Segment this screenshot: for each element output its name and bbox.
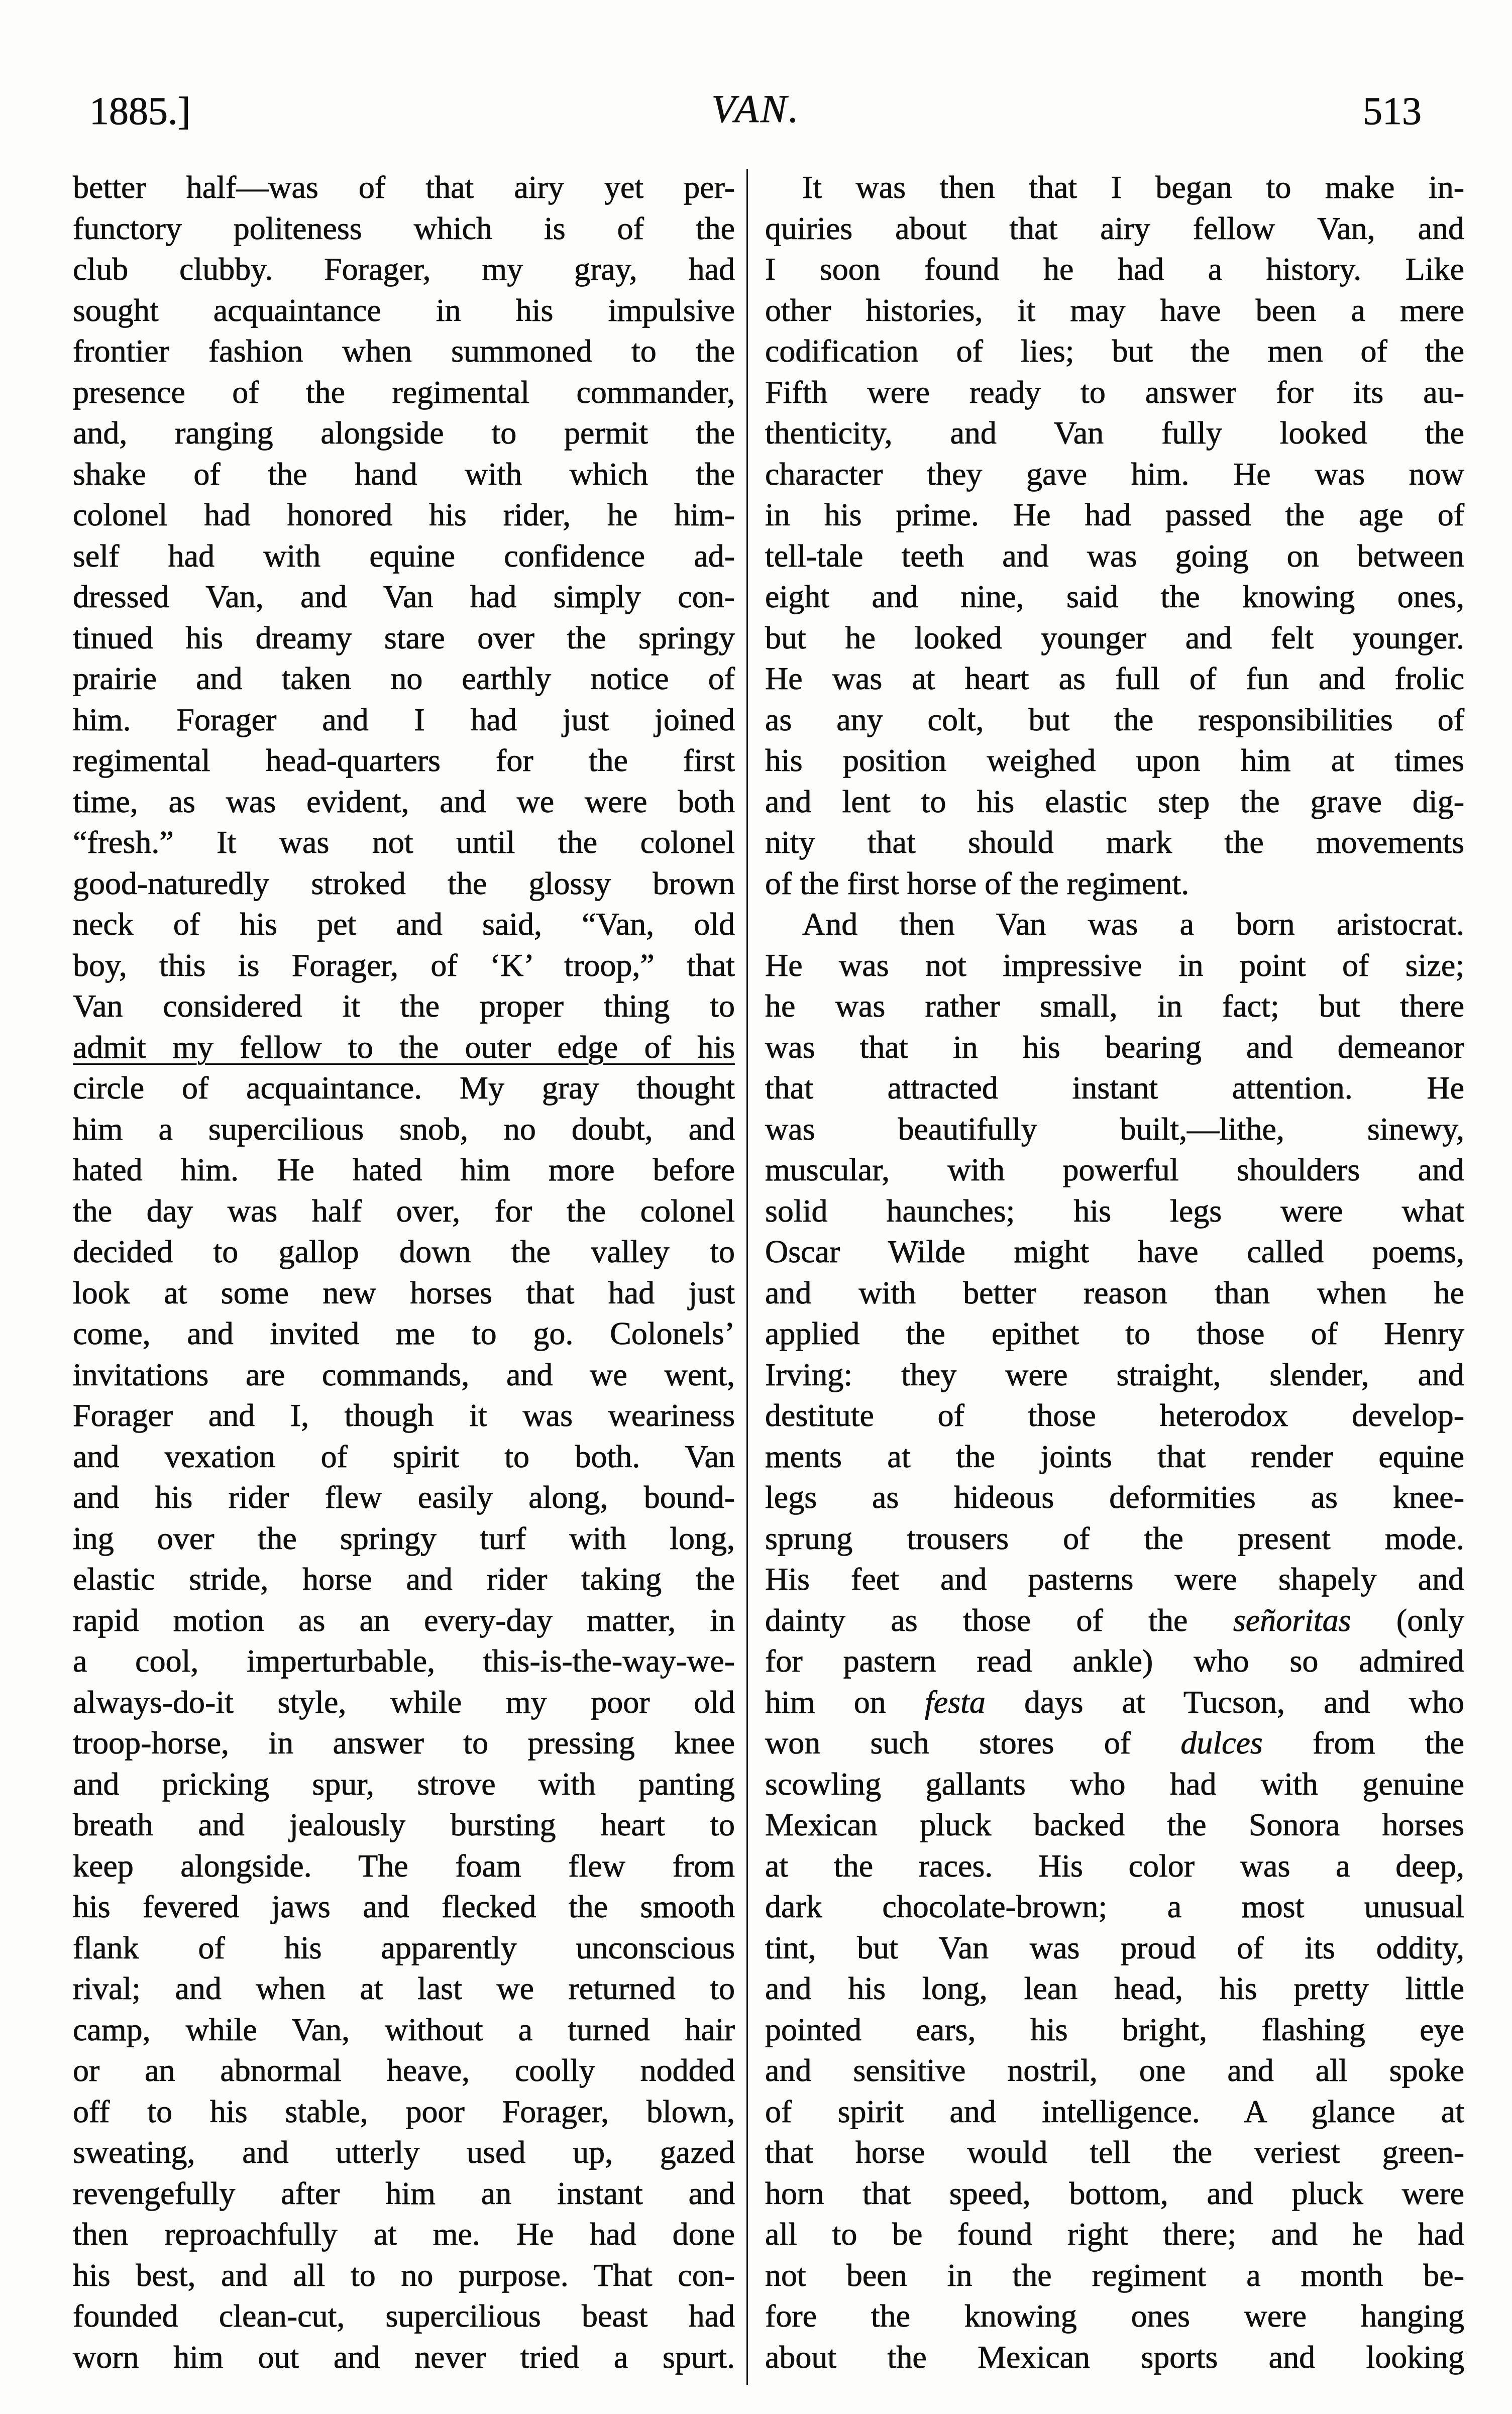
text-line: eight and nine, said the knowing ones, [765, 579, 1464, 614]
text-line: dark chocolate-brown; a most unusual [765, 1889, 1464, 1924]
text-line: him a supercilious snob, no doubt, and [73, 1111, 735, 1147]
text-line: neck of his pet and said, “Van, old [73, 906, 735, 942]
text-line: not been in the regiment a month be- [765, 2257, 1464, 2293]
text-line: come, and invited me to go. Colonels’ [73, 1315, 735, 1351]
text-line: off to his stable, poor Forager, blown, [73, 2093, 735, 2129]
text-line: It was then that I began to make in- [802, 169, 1464, 205]
text-line: sprung trousers of the present mode. [765, 1520, 1464, 1556]
text-line: circle of acquaintance. My gray thought [73, 1070, 735, 1106]
text-line: Forager and I, though it was weariness [73, 1397, 735, 1433]
text-line: elastic stride, horse and rider taking the [73, 1561, 735, 1597]
text-line: ing over the springy turf with long, [73, 1520, 735, 1556]
text-line: and lent to his elastic step the grave dig- [765, 783, 1464, 819]
text-line: Fifth were ready to answer for its au- [765, 374, 1464, 410]
text-line: his position weighed upon him at times [765, 742, 1464, 778]
text-line: better half—was of that airy yet per- [73, 169, 735, 205]
text-line: His feet and pasterns were shapely and [765, 1561, 1464, 1597]
text-line: about the Mexican sports and looking [765, 2339, 1464, 2375]
text-line: a cool, imperturbable, this-is-the-way-we- [73, 1643, 735, 1679]
text-line: admit my fellow to the outer edge of his [73, 1029, 735, 1065]
header-title: VAN. [711, 87, 801, 131]
text-line: quiries about that airy fellow Van, and [765, 210, 1464, 246]
text-line: and his rider flew easily along, bound- [73, 1479, 735, 1515]
text-line: And then Van was a born aristocrat. [802, 906, 1464, 942]
text-line: sought acquaintance in his impulsive [73, 292, 735, 328]
text-line: nity that should mark the movements [765, 824, 1464, 860]
text-line: He was not impressive in point of size; [765, 947, 1464, 983]
text-line: then reproachfully at me. He had done [73, 2216, 735, 2252]
text-line: codification of lies; but the men of the [765, 333, 1464, 369]
text-line: presence of the regimental commander, [73, 374, 735, 410]
text-line: always-do-it style, while my poor old [73, 1684, 735, 1720]
text-line: and with better reason than when he [765, 1274, 1464, 1310]
text-line: rival; and when at last we returned to [73, 1970, 735, 2006]
text-line: dressed Van, and Van had simply con- [73, 579, 735, 614]
text-line: functory politeness which is of the [73, 210, 735, 246]
text-line: dainty as those of the señoritas (only [765, 1602, 1464, 1638]
text-line: and vexation of spirit to both. Van [73, 1438, 735, 1474]
text-line: pointed ears, his bright, flashing eye [765, 2011, 1464, 2047]
column-divider [746, 169, 748, 2385]
text-line: he was rather small, in fact; but there [765, 988, 1464, 1024]
text-line: frontier fashion when summoned to the [73, 333, 735, 369]
text-line: hated him. He hated him more before [73, 1152, 735, 1187]
text-line: fore the knowing ones were hanging [765, 2298, 1464, 2334]
text-line: good-naturedly stroked the glossy brown [73, 865, 735, 901]
text-line: revengefully after him an instant and [73, 2175, 735, 2211]
text-line: legs as hideous deformities as knee- [765, 1479, 1464, 1515]
text-line: muscular, with powerful shoulders and [765, 1152, 1464, 1187]
text-line: him. Forager and I had just joined [73, 701, 735, 737]
text-line: decided to gallop down the valley to [73, 1234, 735, 1269]
text-line: or an abnormal heave, coolly nodded [73, 2052, 735, 2088]
text-line: at the races. His color was a deep, [765, 1847, 1464, 1884]
text-line: horn that speed, bottom, and pluck were [765, 2175, 1464, 2211]
text-line: but he looked younger and felt younger. [765, 619, 1464, 655]
text-line: tint, but Van was proud of its oddity, [765, 1929, 1464, 1965]
text-line: Van considered it the proper thing to [73, 988, 735, 1024]
text-line: I soon found he had a history. Like [765, 251, 1464, 287]
text-line: sweating, and utterly used up, gazed [73, 2134, 735, 2170]
text-line: and his long, lean head, his pretty little [765, 1970, 1464, 2006]
text-line: founded clean-cut, supercilious beast had [73, 2298, 735, 2334]
text-line: Oscar Wilde might have called poems, [765, 1234, 1464, 1269]
text-line: prairie and taken no earthly notice of [73, 661, 735, 696]
text-line: that horse would tell the veriest green- [765, 2134, 1464, 2170]
text-line: destitute of those heterodox develop- [765, 1397, 1464, 1433]
text-line: regimental head-quarters for the first [73, 742, 735, 778]
left-column [73, 167, 735, 2377]
text-line: invitations are commands, and we went, [73, 1356, 735, 1392]
text-line: all to be found right there; and he had [765, 2216, 1464, 2252]
text-line: for pastern read ankle) who so admired [765, 1643, 1464, 1679]
right-column [765, 167, 1464, 2377]
text-line: character they gave him. He was now [765, 456, 1464, 492]
text-line: in his prime. He had passed the age of [765, 497, 1464, 532]
text-line: his best, and all to no purpose. That con- [73, 2257, 735, 2293]
text-line: ments at the joints that render equine [765, 1438, 1464, 1474]
text-line: was that in his bearing and demeanor [765, 1029, 1464, 1065]
text-line: applied the epithet to those of Henry [765, 1315, 1464, 1351]
text-line: breath and jealously bursting heart to [73, 1807, 735, 1842]
text-line: as any colt, but the responsibilities of [765, 701, 1464, 737]
text-line: Irving: they were straight, slender, and [765, 1356, 1464, 1392]
text-line: and sensitive nostril, one and all spoke [765, 2052, 1464, 2088]
text-line: camp, while Van, without a turned hair [73, 2011, 735, 2047]
text-line: scowling gallants who had with genuine [765, 1766, 1464, 1802]
text-line: the day was half over, for the colonel [73, 1192, 735, 1229]
text-line: was beautifully built,—lithe, sinewy, [765, 1111, 1464, 1147]
text-line: Mexican pluck backed the Sonora horses [765, 1807, 1464, 1842]
text-line: “fresh.” It was not until the colonel [73, 824, 735, 860]
text-line: rapid motion as an every-day matter, in [73, 1602, 735, 1638]
header-page-number: 513 [1363, 89, 1422, 133]
text-line: him on festa days at Tucson, and who [765, 1684, 1465, 1720]
text-line: of the first horse of the regiment. [765, 865, 1190, 901]
text-line: his fevered jaws and flecked the smooth [73, 1889, 735, 1924]
text-line: of spirit and intelligence. A glance at [765, 2093, 1464, 2129]
text-line: keep alongside. The foam flew from [73, 1847, 735, 1884]
text-line: won such stores of dulces from the [765, 1725, 1465, 1761]
text-line: shake of the hand with which the [73, 456, 735, 492]
text-line: self had with equine confidence ad- [73, 537, 735, 574]
text-line: that attracted instant attention. He [765, 1070, 1464, 1106]
text-line: tinued his dreamy stare over the springy [73, 619, 735, 655]
text-line: tell-tale teeth and was going on between [765, 537, 1464, 574]
text-line: flank of his apparently unconscious [73, 1929, 735, 1965]
text-line: colonel had honored his rider, he him- [73, 497, 735, 532]
text-line: He was at heart as full of fun and frolic [765, 661, 1464, 696]
text-line: troop-horse, in answer to pressing knee [73, 1725, 735, 1761]
text-line: and, ranging alongside to permit the [73, 415, 735, 451]
text-line: look at some new horses that had just [73, 1274, 735, 1310]
text-line: solid haunches; his legs were what [765, 1192, 1464, 1229]
text-line: worn him out and never tried a spurt. [73, 2339, 735, 2375]
text-line: club clubby. Forager, my gray, had [73, 251, 735, 287]
text-line: other histories, it may have been a mere [765, 292, 1464, 328]
text-line: and pricking spur, strove with panting [73, 1766, 735, 1802]
text-line: thenticity, and Van fully looked the [765, 415, 1464, 451]
header-year: 1885.] [89, 89, 191, 133]
text-line: time, as was evident, and we were both [73, 783, 735, 819]
text-line: boy, this is Forager, of ‘K’ troop,” that [73, 947, 735, 983]
